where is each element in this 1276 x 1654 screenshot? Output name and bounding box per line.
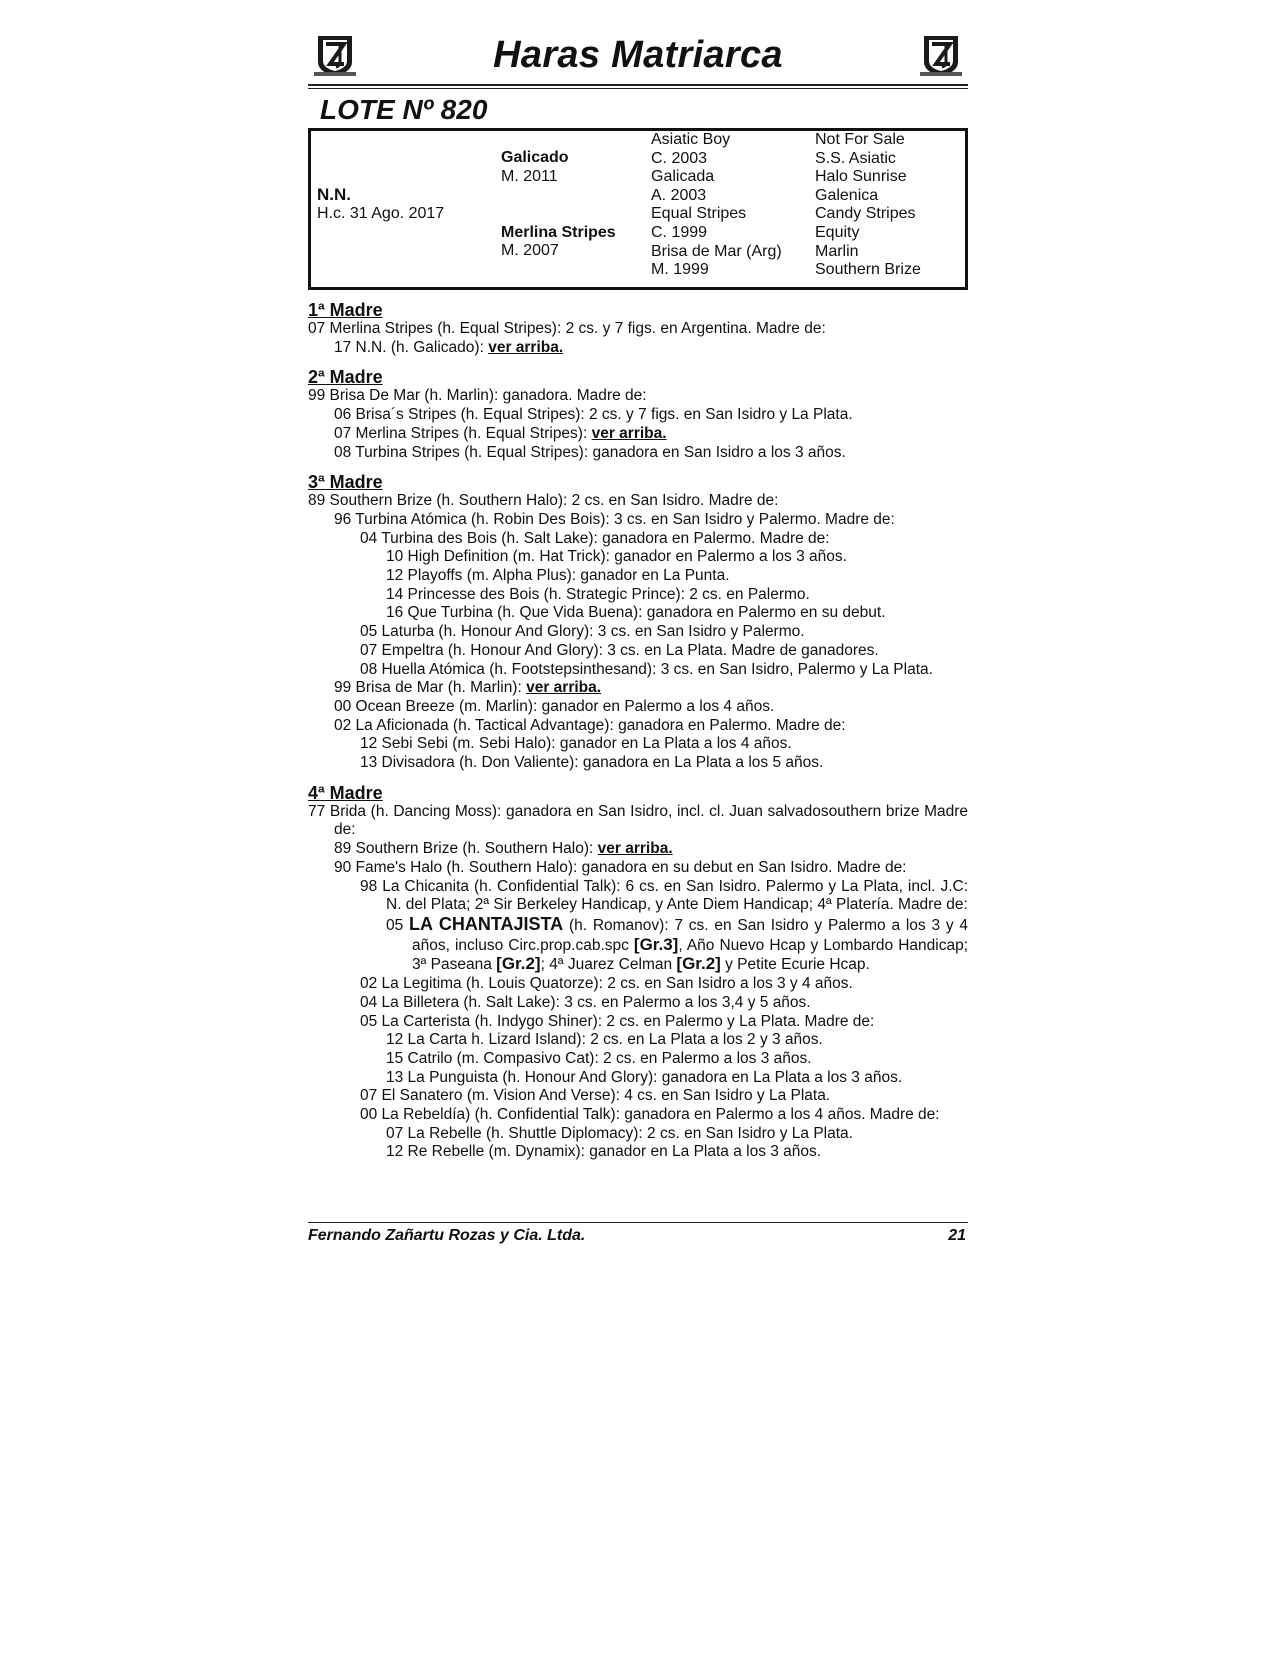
dam-info: M. 2007: [501, 242, 559, 259]
foal-info: H.c. 31 Ago. 2017: [317, 205, 445, 222]
pedigree-entry: [308, 878, 968, 915]
grandparent-info: C. 1999: [651, 224, 708, 241]
pedigree-entry: [308, 1031, 968, 1050]
entry-text: 13 Divisadora (h. Don Valiente): ganadora en La Plata a los 5 años.: [360, 754, 824, 772]
pedigree-entry: [308, 661, 968, 680]
pedigree-entry: [308, 511, 968, 530]
entry-text: 06 Brisa´s Stripes (h. Equal Stripes): 2 cs. y 7 figs. en San Isidro y La Plata.: [334, 406, 853, 424]
pedigree-entry: [308, 717, 968, 736]
entry-text: 77 Brida (h. Dancing Moss): ganadora en San Isidro, incl. cl. Juan salvadosouthern brize Madre de:: [308, 802, 968, 839]
sire-info: M. 2011: [501, 168, 558, 185]
pedigree-entry: [308, 586, 968, 605]
entry-text: 90 Fame's Halo (h. Southern Halo): ganadora en su debut en San Isidro. Madre de:: [334, 858, 907, 876]
entry-text: 15 Catrilo (m. Compasivo Cat): 2 cs. en Palermo a los 3 años.: [386, 1049, 812, 1067]
entry-text: 99 Brisa de Mar (h. Marlin):: [334, 679, 527, 697]
great-grandparent: Halo Sunrise: [815, 168, 907, 186]
catalog-page: [308, 30, 968, 1162]
pedigree-entry: [308, 548, 968, 567]
grandparent-name: Equal Stripes: [651, 205, 747, 223]
entry-text: 99 Brisa De Mar (h. Marlin): ganadora. Madre de:: [308, 387, 647, 405]
entry-text: 05: [386, 916, 410, 934]
grandparent-info: A. 2003: [651, 186, 707, 204]
grandparent-name: Brisa de Mar (Arg): [651, 242, 782, 260]
great-grandparent: Galenica: [815, 186, 879, 204]
entry-text: 98 La Chicanita (h. Confidential Talk): 6 cs. en San Isidro. Palermo y La Plata, incl. J.C: N. del Plata; 2ª Sir Berkeley Handicap, y Ante Diem Handicap; 4ª Platería. Madre de:: [360, 877, 968, 914]
pedigree-entry: [308, 444, 968, 463]
pedigree-entry: [308, 803, 968, 840]
pedigree-entry: [308, 425, 968, 444]
entry-text: 02 La Aficionada (h. Tactical Advantage): ganadora en Palermo. Madre de:: [334, 716, 846, 734]
entry-text: 16 Que Turbina (h. Que Vida Buena): ganadora en Palermo en su debut.: [386, 604, 886, 622]
entry-text: 04 Turbina des Bois (h. Salt Lake): ganadora en Palermo. Madre de:: [360, 529, 830, 547]
page-header: [308, 30, 968, 86]
see-above-reference: ver arriba.: [591, 424, 667, 442]
pedigree-entry: [308, 604, 968, 623]
section-title: 1ª Madre: [308, 300, 383, 320]
pedigree-entry: [308, 339, 968, 358]
entry-text: 08 Huella Atómica (h. Footstepsinthesand): 3 cs. en San Isidro, Palermo y La Plata.: [360, 660, 933, 678]
zf-shield-logo-icon: [918, 32, 964, 78]
great-grandparent: Not For Sale: [815, 131, 905, 148]
entry-text: 00 La Rebeldía) (h. Confidential Talk): ganadora en Palermo a los 4 años. Madre de:: [360, 1106, 940, 1124]
entry-text: 89 Southern Brize (h. Southern Halo): 2 cs. en San Isidro. Madre de:: [308, 492, 779, 510]
grandparent-info: C. 2003: [651, 149, 708, 167]
pedigree-entry: [308, 994, 968, 1013]
pedigree-entry: [308, 623, 968, 642]
section-title: 2ª Madre: [308, 367, 383, 388]
grandparent-info: M. 1999: [651, 261, 709, 279]
entry-text: 07 La Rebelle (h. Shuttle Diplomacy): 2 cs. en San Isidro y La Plata.: [386, 1124, 853, 1142]
entry-text: ; 4ª Juarez Celman: [540, 956, 677, 974]
entry-text: 10 High Definition (m. Hat Trick): ganador en Palermo a los 3 años.: [386, 548, 847, 566]
great-grandparent: Equity: [815, 224, 860, 241]
entry-text: , Año Nuevo Hcap y Lombardo Handicap; 3ª Paseana: [412, 936, 968, 974]
entry-text: 14 Princesse des Bois (h. Strategic Prince): 2 cs. en Palermo.: [386, 585, 810, 603]
entry-text: (h. Romanov): 7 cs. en San Isidro y Palermo a los 3 y 4 años, incluso Circ.prop.cab.spc: [412, 916, 968, 954]
pedigree-entry: [308, 1050, 968, 1069]
see-above-reference: ver arriba.: [526, 679, 602, 697]
grandparent-name: Asiatic Boy: [651, 131, 731, 148]
foal-name: N.N.: [317, 185, 351, 204]
grade-badge: [Gr.2]: [496, 954, 541, 974]
pedigree-entry: [308, 698, 968, 717]
entry-text: 08 Turbina Stripes (h. Equal Stripes): ganadora en San Isidro a los 3 años.: [334, 443, 846, 461]
great-grandparent: S.S. Asiatic: [815, 149, 896, 167]
entry-text: 07 Merlina Stripes (h. Equal Stripes):: [334, 424, 592, 442]
pedigree-entry: [308, 492, 968, 511]
pedigree-entry: [308, 567, 968, 586]
entry-text: 17 N.N. (h. Galicado):: [334, 338, 489, 356]
page-title: Haras Matriarca: [493, 34, 783, 76]
pedigree-entry: [308, 387, 968, 406]
entry-text: 04 La Billetera (h. Salt Lake): 3 cs. en Palermo a los 3,4 y 5 años.: [360, 993, 811, 1011]
footer-company: Fernando Zañartu Rozas y Cia. Ltda.: [308, 1227, 586, 1244]
entry-text: 05 La Carterista (h. Indygo Shiner): 2 cs. en Palermo y La Plata. Madre de:: [360, 1012, 875, 1030]
great-grandparent: Marlin: [815, 242, 859, 260]
pedigree-entry: [308, 530, 968, 549]
lot-number: LOTE Nº 820: [320, 94, 488, 125]
sire-name: Galicado: [501, 149, 569, 166]
entry-text: 12 Re Rebelle (m. Dynamix): ganador en La Plata a los 3 años.: [386, 1143, 822, 1161]
entry-text: 00 Ocean Breeze (m. Marlin): ganador en Palermo a los 4 años.: [334, 697, 775, 715]
entry-text: 89 Southern Brize (h. Southern Halo):: [334, 840, 598, 858]
pedigree-entry: [308, 1125, 968, 1144]
entry-text: 12 La Carta h. Lizard Island): 2 cs. en La Plata a los 2 y 3 años.: [386, 1031, 823, 1049]
pedigree-entry: [308, 1069, 968, 1088]
grade-badge: [Gr.2]: [676, 954, 721, 974]
entry-text: 07 Empeltra (h. Honour And Glory): 3 cs. en La Plata. Madre de ganadores.: [360, 641, 879, 659]
pedigree-entry: [308, 754, 968, 773]
entry-text: 12 Playoffs (m. Alpha Plus): ganador en La Punta.: [386, 567, 730, 585]
pedigree-entry: [308, 735, 968, 754]
pedigree-entry: [308, 320, 968, 339]
entry-text: 96 Turbina Atómica (h. Robin Des Bois): 3 cs. en San Isidro y Palermo. Madre de:: [334, 510, 895, 528]
section-title: 3ª Madre: [308, 472, 383, 493]
pedigree-entry: [308, 1013, 968, 1032]
pedigree-entry: [308, 975, 968, 994]
pedigree-entry: [308, 1143, 968, 1162]
great-grandparent: Southern Brize: [815, 261, 921, 279]
entry-text: 07 Merlina Stripes (h. Equal Stripes): 2 cs. y 7 figs. en Argentina. Madre de:: [308, 320, 826, 337]
entry-text: 13 La Punguista (h. Honour And Glory): ganadora en La Plata a los 3 años.: [386, 1068, 903, 1086]
dam-name: Merlina Stripes: [501, 224, 616, 241]
highlighted-horse-name: LA CHANTAJISTA: [409, 913, 564, 934]
page-number: 21: [948, 1227, 966, 1244]
pedigree-entry: [308, 840, 968, 859]
great-grandparent: Candy Stripes: [815, 205, 916, 223]
entry-text: y Petite Ecurie Hcap.: [720, 956, 870, 974]
section-title: 4ª Madre: [308, 782, 383, 803]
entry-text: 05 Laturba (h. Honour And Glory): 3 cs. en San Isidro y Palermo.: [360, 623, 805, 641]
see-above-reference: ver arriba.: [488, 338, 564, 356]
pedigree-entry: [308, 915, 968, 975]
entry-text: 12 Sebi Sebi (m. Sebi Halo): ganador en La Plata a los 4 años.: [360, 735, 792, 753]
page-footer: [308, 1222, 968, 1245]
pedigree-entry: [308, 1087, 968, 1106]
entry-text: 02 La Legitima (h. Louis Quatorze): 2 cs. en San Isidro a los 3 y 4 años.: [360, 975, 853, 993]
dam-line-sections: [308, 300, 968, 1162]
pedigree-entry: [308, 859, 968, 878]
grade-badge: [Gr.3]: [633, 934, 679, 954]
pedigree-entry: [308, 642, 968, 661]
entry-text: 07 El Sanatero (m. Vision And Verse): 4 cs. en San Isidro y La Plata.: [360, 1087, 831, 1105]
pedigree-entry: [308, 1106, 968, 1125]
grandparent-name: Galicada: [651, 168, 715, 186]
pedigree-entry: [308, 406, 968, 425]
pedigree-table: [308, 128, 968, 290]
pedigree-entry: [308, 679, 968, 698]
see-above-reference: ver arriba.: [597, 840, 673, 858]
